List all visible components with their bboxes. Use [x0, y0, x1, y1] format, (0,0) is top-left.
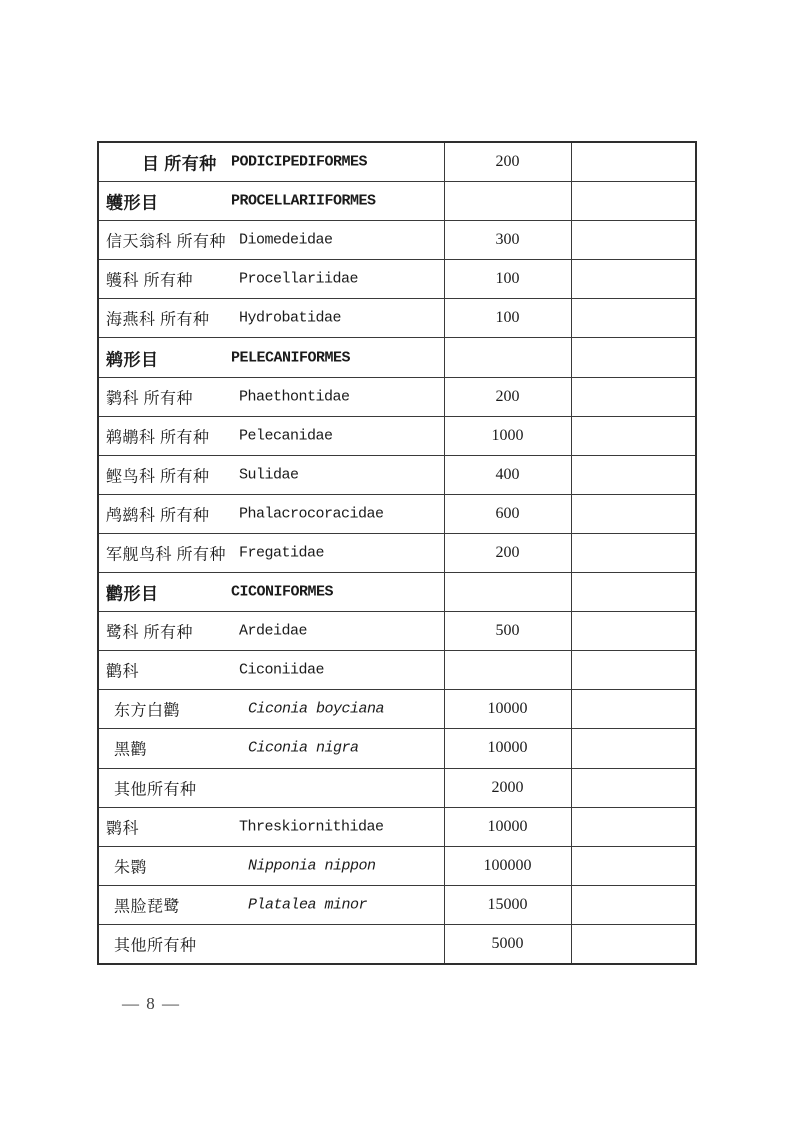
taxon-chinese-name: 海燕科 所有种 — [106, 311, 210, 329]
taxon-cell — [98, 533, 444, 572]
value-cell: 2000 — [444, 768, 571, 807]
taxon-cell — [98, 807, 444, 846]
notes-cell — [571, 299, 696, 338]
notes-cell — [571, 885, 696, 924]
taxon-chinese-name: 鹱形目 — [106, 193, 159, 213]
taxon-latin-name: Ciconia boyciana — [248, 700, 385, 718]
value-cell: 10000 — [444, 729, 571, 768]
notes-cell — [571, 612, 696, 651]
taxon-chinese-name: 鸬鹚科 所有种 — [106, 507, 210, 525]
table-row — [98, 299, 696, 338]
value-cell: 300 — [444, 221, 571, 260]
taxon-chinese-name: 鹱科 所有种 — [106, 272, 194, 290]
taxon-cell — [98, 768, 444, 807]
taxon-cell — [98, 885, 444, 924]
taxon-cell — [98, 221, 444, 260]
notes-cell — [571, 573, 696, 612]
table-row — [98, 182, 696, 221]
table-row — [98, 846, 696, 885]
notes-cell — [571, 377, 696, 416]
taxon-chinese-name: 鲣鸟科 所有种 — [106, 468, 210, 486]
taxon-chinese-name: 黑脸琵鹭 — [114, 898, 181, 916]
table-row — [98, 690, 696, 729]
table-row — [98, 494, 696, 533]
notes-cell — [571, 338, 696, 377]
table-row — [98, 260, 696, 299]
table-row — [98, 651, 696, 690]
value-cell — [444, 651, 571, 690]
taxon-cell — [98, 651, 444, 690]
value-cell: 200 — [444, 533, 571, 572]
taxon-cell — [98, 338, 444, 377]
taxon-cell — [98, 260, 444, 299]
bird-value-table — [97, 141, 697, 965]
taxon-latin-name: CICONIFORMES — [231, 583, 334, 601]
value-cell: 10000 — [444, 807, 571, 846]
notes-cell — [571, 807, 696, 846]
table-row — [98, 807, 696, 846]
taxon-chinese-name: 信天翁科 所有种 — [106, 233, 227, 251]
taxon-chinese-name: 目 所有种 — [142, 154, 217, 174]
notes-cell — [571, 260, 696, 299]
value-cell: 400 — [444, 455, 571, 494]
taxon-cell — [98, 573, 444, 612]
taxon-cell — [98, 142, 444, 182]
table-row — [98, 573, 696, 612]
taxon-cell — [98, 690, 444, 729]
value-cell: 200 — [444, 377, 571, 416]
taxon-latin-name: PELECANIFORMES — [231, 349, 351, 367]
table-row — [98, 221, 696, 260]
taxon-cell — [98, 494, 444, 533]
notes-cell — [571, 846, 696, 885]
notes-cell — [571, 651, 696, 690]
taxon-chinese-name: 鹈鹕科 所有种 — [106, 429, 210, 447]
notes-cell — [571, 494, 696, 533]
table-row — [98, 768, 696, 807]
taxon-latin-name: Threskiornithidae — [239, 818, 384, 836]
taxon-latin-name: Diomedeidae — [239, 231, 333, 249]
taxon-latin-name: Ciconia nigra — [248, 739, 359, 757]
taxon-cell — [98, 612, 444, 651]
table-row — [98, 377, 696, 416]
taxon-chinese-name: 其他所有种 — [114, 781, 197, 799]
taxon-chinese-name: 其他所有种 — [114, 937, 197, 955]
value-cell: 5000 — [444, 924, 571, 964]
table-row — [98, 612, 696, 651]
taxon-latin-name: Ciconiidae — [239, 661, 325, 679]
table-row — [98, 338, 696, 377]
table-row — [98, 729, 696, 768]
taxon-cell — [98, 377, 444, 416]
taxon-cell — [98, 299, 444, 338]
value-cell: 100 — [444, 260, 571, 299]
taxon-chinese-name: 鹈形目 — [106, 350, 159, 370]
value-cell — [444, 573, 571, 612]
value-cell: 500 — [444, 612, 571, 651]
notes-cell — [571, 142, 696, 182]
table-row — [98, 455, 696, 494]
taxon-latin-name: Phaethontidae — [239, 388, 350, 406]
value-cell — [444, 338, 571, 377]
value-cell: 100000 — [444, 846, 571, 885]
taxon-chinese-name: 鹳科 — [106, 663, 140, 681]
table-row — [98, 924, 696, 964]
taxon-latin-name: Ardeidae — [239, 622, 308, 640]
taxon-cell — [98, 924, 444, 964]
taxon-latin-name: Hydrobatidae — [239, 309, 342, 327]
taxon-latin-name: Procellariidae — [239, 270, 359, 288]
taxon-latin-name: Sulidae — [239, 466, 299, 484]
value-cell: 15000 — [444, 885, 571, 924]
value-cell — [444, 182, 571, 221]
notes-cell — [571, 221, 696, 260]
taxon-cell — [98, 455, 444, 494]
taxon-chinese-name: 军舰鸟科 所有种 — [106, 546, 227, 564]
taxon-latin-name: Pelecanidae — [239, 427, 333, 445]
notes-cell — [571, 729, 696, 768]
value-cell: 10000 — [444, 690, 571, 729]
value-cell: 1000 — [444, 416, 571, 455]
taxon-chinese-name: 鹳形目 — [106, 584, 159, 604]
value-cell: 600 — [444, 494, 571, 533]
table-row — [98, 885, 696, 924]
taxon-cell — [98, 729, 444, 768]
notes-cell — [571, 455, 696, 494]
page-number: — 8 — — [122, 994, 181, 1013]
taxon-chinese-name: 鹮科 — [106, 820, 140, 838]
value-cell: 200 — [444, 142, 571, 182]
table-row — [98, 533, 696, 572]
notes-cell — [571, 533, 696, 572]
notes-cell — [571, 416, 696, 455]
value-cell: 100 — [444, 299, 571, 338]
taxon-latin-name: Platalea minor — [248, 896, 368, 914]
table-row — [98, 416, 696, 455]
notes-cell — [571, 768, 696, 807]
taxon-chinese-name: 鹭科 所有种 — [106, 624, 194, 642]
taxon-cell — [98, 846, 444, 885]
taxon-cell — [98, 416, 444, 455]
taxon-latin-name: PROCELLARIIFORMES — [231, 192, 376, 210]
taxon-chinese-name: 鹲科 所有种 — [106, 390, 194, 408]
notes-cell — [571, 690, 696, 729]
notes-cell — [571, 924, 696, 964]
taxon-latin-name: Phalacrocoracidae — [239, 505, 384, 523]
taxon-chinese-name: 朱鹮 — [114, 859, 148, 877]
taxon-chinese-name: 东方白鹳 — [114, 702, 181, 720]
taxon-latin-name: PODICIPEDIFORMES — [231, 153, 368, 171]
taxon-cell — [98, 182, 444, 221]
taxon-chinese-name: 黑鹳 — [114, 741, 148, 759]
notes-cell — [571, 182, 696, 221]
table-row — [98, 142, 696, 182]
bird-value-table-body — [98, 142, 696, 964]
taxon-latin-name: Nipponia nippon — [248, 857, 376, 875]
taxon-latin-name: Fregatidae — [239, 544, 325, 562]
